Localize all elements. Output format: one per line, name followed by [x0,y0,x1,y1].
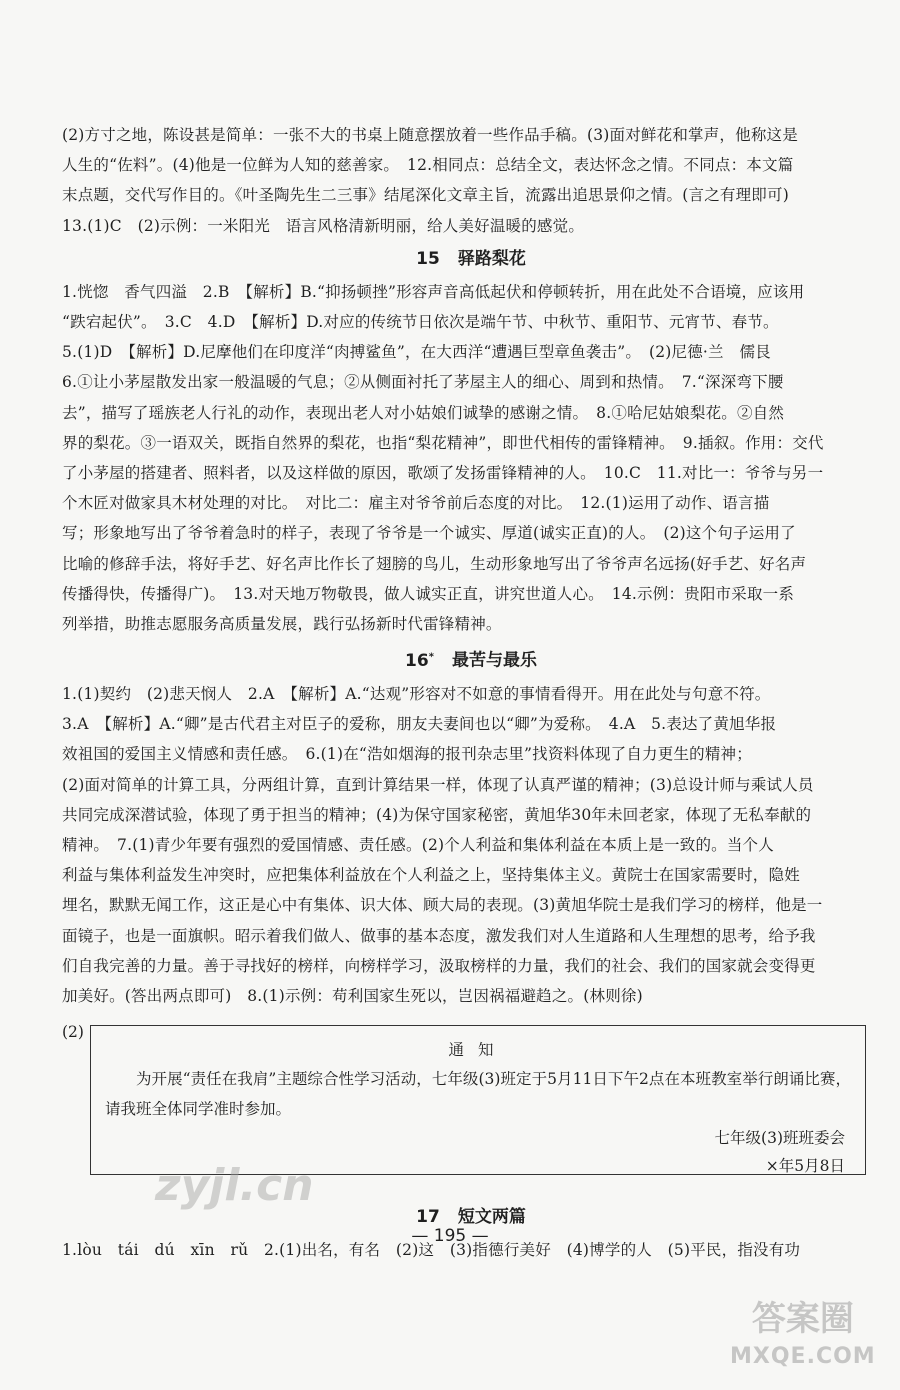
optional-mark: * [428,651,434,663]
text-line: 末点题，交代写作目的。《叶圣陶先生二三事》结尾深化文章主旨，流露出追思景仰之情。(言之有理即可) [62,186,789,205]
notice-body: 为开展“责任在我肩”主题综合性学习活动，七年级(3)班定于5月11日下午2点在本班教室举行朗诵比赛，请我班全体同学准时参加。 [105,1070,851,1119]
text-line: 5.(1)D 【解析】D.尼摩他们在印度洋“肉搏鲨鱼”，在大西洋“遭遇巨型章鱼袭击”。 (2)尼德·兰 儒艮 [62,343,771,362]
section-name: 最苦与最乐 [451,650,537,671]
text-line: 界的梨花。③一语双关，既指自然界的梨花，也指“梨花精神”，即世代相传的雷锋精神。 9.插叙。作用：交代 [62,433,824,452]
text-line: 人生的“佐料”。(4)他是一位鲜为人知的慈善家。 12.相同点：总结全文，表达怀念之情。不同点：本文篇 [62,156,794,175]
text-line: 们自我完善的力量。善于寻找好的榜样，向榜样学习，汲取榜样的力量，我们的社会、我们的国家就会变得更 [62,956,816,975]
section-name: 短文两篇 [457,1207,526,1228]
notice-date: ×年5月8日 [765,1157,845,1176]
text-line: 写；形象地写出了爷爷着急时的样子，表现了爷爷是一个诚实、厚道(诚实正直)的人。 (2)这个句子运用了 [62,524,796,543]
section-number [405,651,434,671]
section-name: 驿路梨花 [457,248,526,269]
notice-title: 通知 [448,1041,508,1060]
watermark-stamp-url: MXQE.COM [730,1344,876,1369]
text-line: 1.(1)契约 (2)悲天悯人 2.A 【解析】A.“达观”形容对不如意的事情看得开。用在此处与句意不符。 [62,684,771,703]
section-number: 15 [416,248,440,269]
item-label: (2) [62,1023,84,1042]
watermark-logo: zyjl.cn [155,1160,314,1211]
text-line: 共同完成深潜试验，体现了勇于担当的精神；(4)为保守国家秘密，黄旭华30年未回老家，体现了无私奉献的 [62,805,812,824]
text-line: 加美好。(答出两点即可) 8.(1)示例：苟利国家生死以，岂因祸福避趋之。(林则徐) [62,986,643,1005]
watermark-stamp [730,1300,876,1376]
text-line: 面镜子，也是一面旗帜。昭示着我们做人、做事的基本态度，激发我们对人生道路和人生理想的思考，给予我 [62,926,816,945]
watermark-stamp-title: 答案圈 [751,1299,854,1339]
intro-answers [62,120,880,241]
text-line: “跌宕起伏”。 3.C 4.D 【解析】D.对应的传统节日依次是端午节、中秋节、重阳节、元宵节、春节。 [62,313,779,332]
section-15-answers [62,277,880,639]
text-line: 传播得快，传播得广)。 13.对天地万物敬畏，做人诚实正直，讲究世道人心。 14.示例：贵阳市采取一系 [62,584,795,603]
notice-box [90,1025,866,1175]
section-16-answers [62,679,880,1011]
text-line: (2)面对简单的计算工具，分两组计算，直到计算结果一样，体现了认真严谨的精神；(3)总设计师与乘试人员 [62,775,814,794]
text-line: 埋名，默默无闻工作，这正是心中有集体、识大体、顾大局的表现。(3)黄旭华院士是我们学习的榜样，他是一 [62,896,823,915]
text-line: 1.lòu tái dú xīn rǔ 2.(1)出名，有名 (2)这 (3)指德行美好 (4)博学的人 (5)平民，指没有功 [62,1241,801,1260]
section-number: 17 [416,1207,440,1228]
text-line: 效祖国的爱国主义情感和责任感。 6.(1)在“浩如烟海的报刊杂志里”找资料体现了自力更生的精神； [62,745,752,764]
section-title-16 [62,641,880,677]
section-title-15 [62,243,880,275]
notice-signature: 七年级(3)班班委会 [714,1129,845,1148]
text-line: 3.A 【解析】A.“卿”是古代君主对臣子的爱称，朋友夫妻间也以“卿”为爱称。 4.A 5.表达了黄旭华报 [62,715,777,734]
text-line: (2)方寸之地，陈设甚是简单：一张不大的书桌上随意摆放着一些作品手稿。(3)面对鲜花和掌声，他称这是 [62,126,798,144]
section-number-text: 16 [405,650,429,671]
text-line: 1.恍惚 香气四溢 2.B 【解析】B.“抑扬顿挫”形容声音高低起伏和停顿转折，用在此处不合语境，应该用 [62,282,805,301]
text-line: 13.(1)C (2)示例：一米阳光 语言风格清新明丽，给人美好温暖的感觉。 [62,216,585,235]
page-content [62,120,880,1265]
text-line: 比喻的修辞手法，将好手艺、好名声比作长了翅膀的鸟儿，生动形象地写出了爷爷声名远扬(好手艺、好名声 [62,554,807,573]
text-line: 利益与集体利益发生冲突时，应把集体利益放在个人利益之上，坚持集体主义。黄院士在国家需要时，隐姓 [62,866,800,885]
text-line: 去”，描写了瑶族老人行礼的动作，表现出老人对小姑娘们诚挚的感谢之情。 8.①哈尼姑娘梨花。②自然 [62,403,785,422]
text-line: 个木匠对做家具木材处理的对比。 对比二：雇主对爷爷前后态度的对比。 12.(1)运用了动作、语言描 [62,494,770,513]
text-line: 列举措，助推志愿服务高质量发展，践行弘扬新时代雷锋精神。 [62,615,502,634]
text-line: 6.①让小茅屋散发出家一般温暖的气息；②从侧面衬托了茅屋主人的细心、周到和热情。 7.“深深弯下腰 [62,373,784,392]
text-line: 精神。 7.(1)青少年要有强烈的爱国情感、责任感。(2)个人利益和集体利益在本质上是一致的。当个人 [62,835,774,854]
page-number: — 195 — [411,1226,489,1246]
text-line: 了小茅屋的搭建者、照料者，以及这样做的原因，歌颂了发扬雷锋精神的人。 10.C 11.对比一：爷爷与另一 [62,464,824,483]
